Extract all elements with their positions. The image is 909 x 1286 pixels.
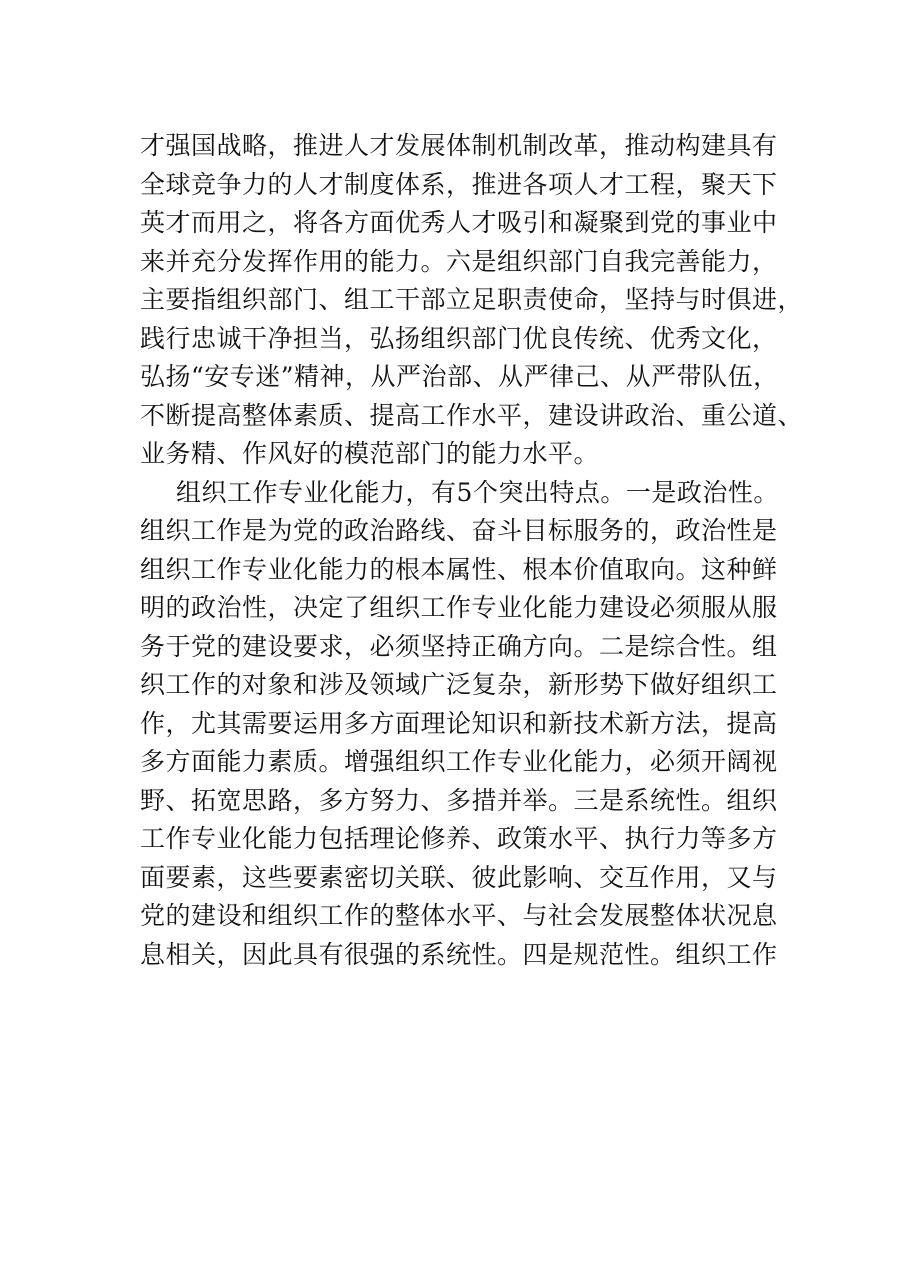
text-line: 组织工作是为党的政治路线、奋斗目标服务的，政治性是 xyxy=(140,516,778,545)
document-body xyxy=(140,127,804,974)
text-line: 明的政治性，决定了组织工作专业化能力建设必须服从服 xyxy=(140,593,778,622)
text-line: 才强国战略，推进人才发展体制机制改革，推动构建具有 xyxy=(140,131,778,160)
text-line: 多方面能力素质。增强组织工作专业化能力，必须开阔视 xyxy=(140,747,778,776)
paragraph-first-line: 组织工作专业化能力，有5个突出特点。一是政治性。 xyxy=(176,477,779,507)
text-line: 弘扬“安专迷”精神，从严治部、从严律己、从严带队伍， xyxy=(140,362,779,391)
text-line: 组织工作专业化能力的根本属性、根本价值取向。这种鲜 xyxy=(140,554,778,584)
text-line: 务于党的建设要求，必须坚持正确方向。二是综合性。组 xyxy=(140,631,778,661)
text-line: 野、拓宽思路，多方努力、多措并举。三是系统性。组织 xyxy=(140,785,778,815)
text-line: 主要指组织部门、组工干部立足职责使命，坚持与时俱进， xyxy=(140,285,804,314)
text-line: 息相关，因此具有很强的系统性。四是规范性。组织工作 xyxy=(140,939,778,969)
text-line: 践行忠诚干净担当，弘扬组织部门优良传统、优秀文化， xyxy=(140,323,778,353)
text-line: 党的建设和组织工作的整体水平、与社会发展整体状况息 xyxy=(140,901,778,930)
text-line: 不断提高整体素质、提高工作水平，建设讲政治、重公道、 xyxy=(140,400,804,430)
text-line: 作，尤其需要运用多方面理论知识和新技术新方法，提高 xyxy=(140,708,778,738)
text-line: 英才而用之，将各方面优秀人才吸引和凝聚到党的事业中 xyxy=(140,208,778,237)
text-line: 织工作的对象和涉及领域广泛复杂，新形势下做好组织工 xyxy=(140,670,778,699)
text-line: 工作专业化能力包括理论修养、政策水平、执行力等多方 xyxy=(140,824,778,853)
text-line: 全球竞争力的人才制度体系，推进各项人才工程，聚天下 xyxy=(140,169,778,199)
text-line: 来并充分发挥作用的能力。六是组织部门自我完善能力， xyxy=(140,246,778,276)
text-line: 业务精、作风好的模范部门的能力水平。 xyxy=(140,439,600,468)
text-line: 面要素，这些要素密切关联、彼此影响、交互作用，又与 xyxy=(140,862,778,892)
